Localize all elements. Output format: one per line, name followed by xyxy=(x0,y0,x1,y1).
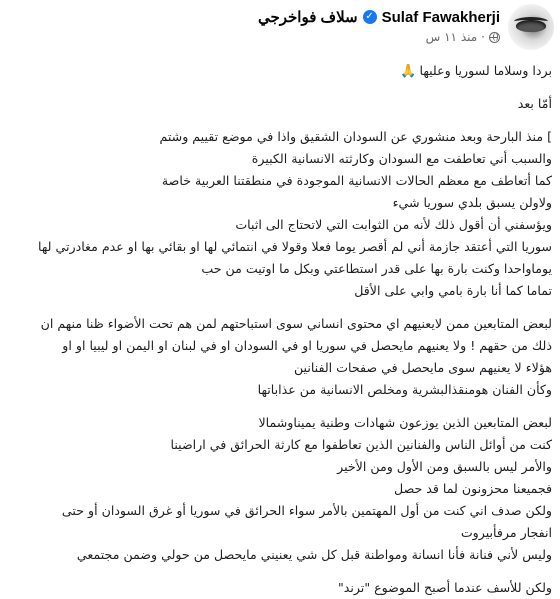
post-text-line: وكأن الفنان هومنقذالبشرية ومخلص الانسانية من عذاباتها xyxy=(257,382,552,397)
post-text-line: ذلك من حقهم ! ولا يعنيهم مايحصل في سوريا او في السودان او في لبنان او اليمن او ليبيا او او xyxy=(62,338,552,353)
post-text-line: أمّا بعد xyxy=(517,96,552,111)
paragraph-gap xyxy=(8,82,552,93)
post-text-line: ] منذ البارحة وبعد منشوري عن السودان الشقيق واذا في موضع تقييم وشتم xyxy=(159,129,552,144)
author-avatar[interactable] xyxy=(508,4,554,50)
post-text-line: هؤلاء لا يعنيهم سوى مايحصل في صفحات الفنانين xyxy=(293,360,552,375)
verified-badge-icon: ✓ xyxy=(363,10,377,24)
public-globe-icon[interactable] xyxy=(489,32,500,43)
post-text-line: لبعض المتابعين الذين يوزعون شهادات وطنية يميناوشمالا xyxy=(258,415,552,430)
post-text-line: انفجار مرفأبيروت xyxy=(460,525,552,540)
post-text-line: والأمر ليس بالسبق ومن الأول ومن الأخير xyxy=(337,459,552,474)
paragraph-gap xyxy=(8,115,552,126)
post-text-line: تماما كما أنا بارة بامي وابي على الأقل xyxy=(354,283,552,298)
praying-hands-icon: 🙏 xyxy=(400,64,417,79)
paragraph-gap xyxy=(8,401,552,412)
author-name-english[interactable]: Sulaf Fawakherji xyxy=(381,8,500,26)
post-body xyxy=(8,60,552,599)
post-text-line: يوماواحدا وكنت بارة بها على قدر استطاعتي وبكل ما اوتيت من حب xyxy=(201,261,552,276)
post-header xyxy=(0,0,560,56)
post-intro-line xyxy=(8,60,552,82)
post-text-line: كما أتعاطف مع معظم الحالات الانسانية الموجودة في منطقتنا العربية خاصة xyxy=(161,173,552,188)
post-timestamp[interactable]: منذ ١١ س xyxy=(425,30,478,44)
post-text-line: ولكن للأسف عندما أصبح الموضوع "ترند" xyxy=(337,580,552,595)
avatar-eye-image xyxy=(516,20,546,32)
post-text-line: ولكن صدف اني كنت من أول المهتمين بالأمر سواء الحرائق في سوريا أو غرق السودان أو حتى xyxy=(61,503,552,518)
author-name-row xyxy=(258,8,500,26)
post-text-line: كنت من أوائل الناس والفنانين الذين تعاطفوا مع كارثة الحرائق في اراضينا xyxy=(170,437,552,452)
post-text-line: ولاولن يسبق بلدي سوريا شيء xyxy=(392,195,552,210)
post-text-line: لبعض المتابعين ممن لايعنيهم اي محتوى انساني سوى استباحتهم لمن هم تحت الأضواء ظنا منهم ان xyxy=(40,316,552,331)
post-text-line: سوريا التي أعتقد جازمة أني لم أقصر يوما فعلا وقولا في انتمائي لها او بقائي بها او عدم مغادرتي لها xyxy=(38,239,552,254)
post-meta-row xyxy=(426,30,500,44)
author-name-arabic[interactable]: سلاف فواخرجي xyxy=(257,9,358,26)
post-intro-text: بردا وسلاما لسوريا وعليها xyxy=(419,63,552,78)
post-text-line: فجميعنا محزونون لما قد حصل xyxy=(394,481,552,496)
paragraph-gap xyxy=(8,302,552,313)
post-text-line: وليس لأني فنانة فأنا انسانة ومواطنة قبل كل شي يعنيني مايحصل من حولي وضمن مجتمعي xyxy=(76,547,552,562)
meta-separator-dot: · xyxy=(481,30,485,44)
post-text-line: والسبب أني تعاطفت مع السودان وكارثته الانسانية الكبيرة xyxy=(251,151,552,166)
paragraph-gap xyxy=(8,566,552,577)
post-text-line: ويؤسفني أن أقول ذلك لأنه من الثوابت التي لاتحتاج الى اثبات xyxy=(235,217,552,232)
